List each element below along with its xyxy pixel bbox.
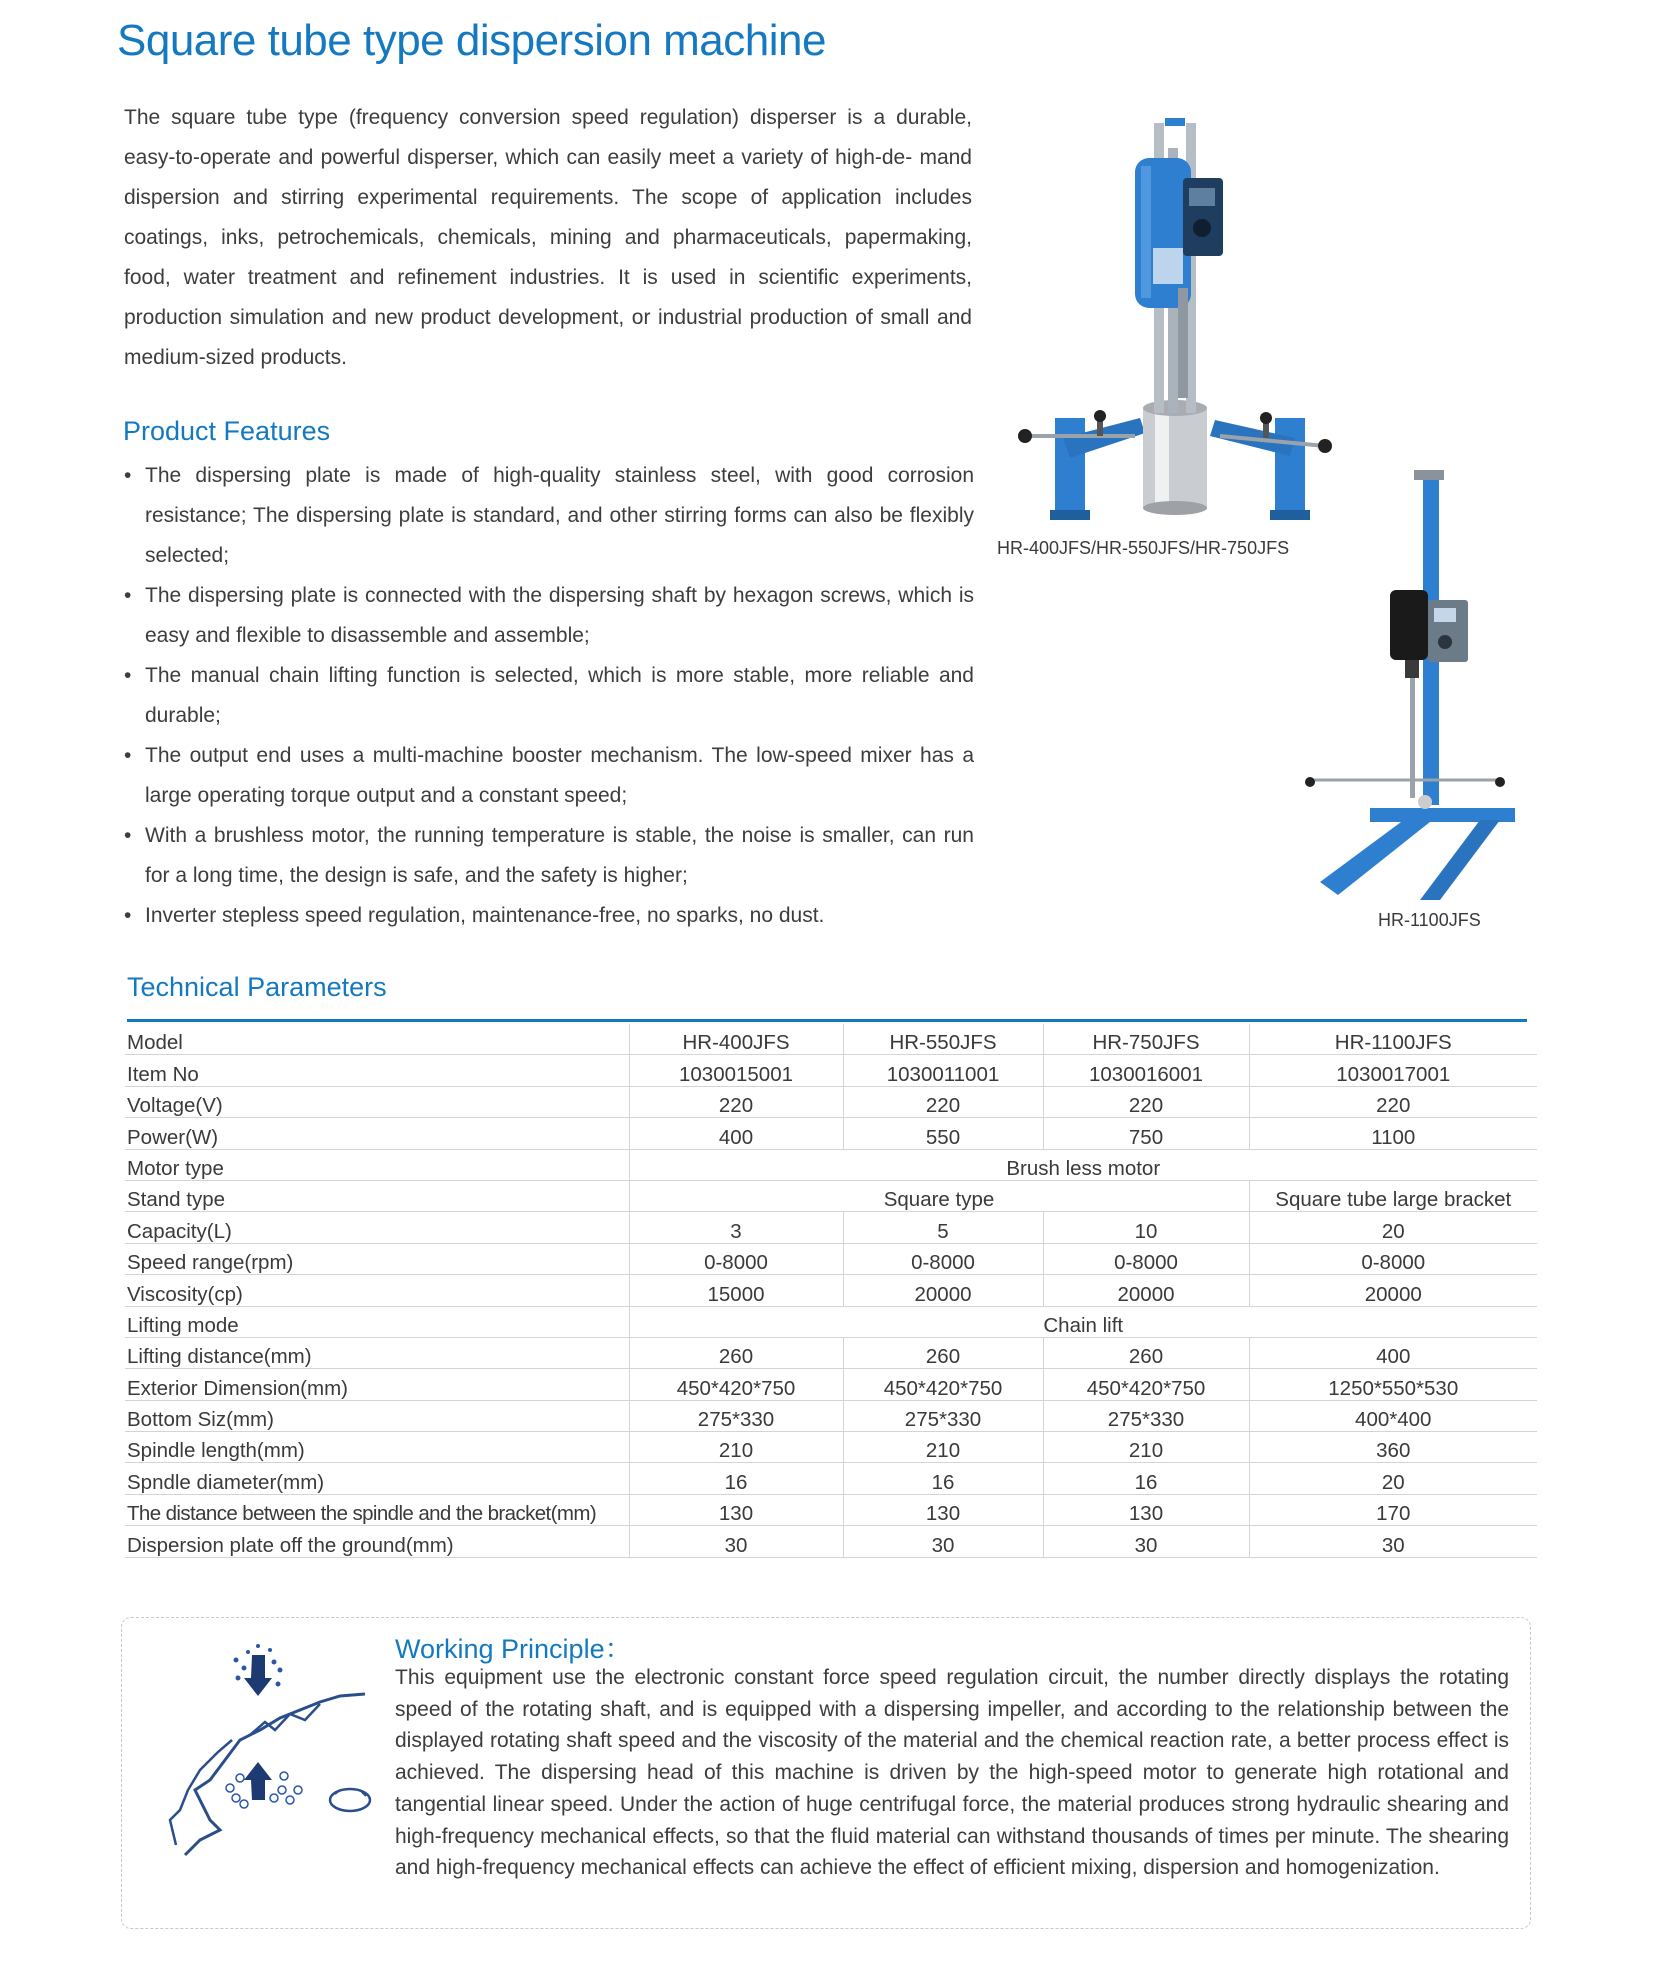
- impeller-diagram: [140, 1640, 380, 1870]
- image-caption-small-series: HR-400JFS/HR-550JFS/HR-750JFS: [997, 538, 1290, 558]
- technical-parameters-heading: Technical Parameters: [127, 972, 387, 1002]
- features-list: [124, 456, 974, 936]
- cell: Square tube large bracket: [1249, 1180, 1537, 1211]
- table-row: [125, 1243, 1537, 1274]
- cell: 400: [629, 1118, 843, 1149]
- cell: 450*420*750: [629, 1369, 843, 1400]
- cell: 750: [1043, 1118, 1249, 1149]
- table-row: [125, 1432, 1537, 1463]
- intro-paragraph: The square tube type (frequency conversion speed regulation) disperser is a durable, easy-to-operate and powerful disperser, which can easily meet a variety of high-de- mand dispersion and stirring experimental requirements. The scope of application includes coatings, inks, petrochemicals, chemicals, mining and pharmaceuticals, papermaking, food, water treatment and refinement industries. It is used in scientific experiments, production simulation and new product development, or industrial production of small and medium-sized products.: [124, 106, 972, 369]
- cell: 1030017001: [1249, 1055, 1537, 1086]
- features-heading: Product Features: [123, 416, 331, 446]
- machine-image-hr-1100jfs: [1290, 470, 1530, 900]
- page-title: Square tube type dispersion machine: [117, 16, 826, 65]
- table-row: [125, 1526, 1537, 1557]
- table-row: [125, 1118, 1537, 1149]
- cell: 260: [1043, 1337, 1249, 1368]
- cell: 275*330: [843, 1400, 1043, 1431]
- row-label-viscosity: Viscosity(cp): [125, 1275, 629, 1306]
- cell: HR-400JFS: [629, 1024, 843, 1055]
- feature-item: • The output end uses a multi-machine booster mechanism. The low-speed mixer has a large operating torque output and a constant speed;: [124, 736, 974, 816]
- table-row: [125, 1180, 1537, 1211]
- cell: 210: [629, 1432, 843, 1463]
- cell: 220: [843, 1086, 1043, 1117]
- cell: 0-8000: [843, 1243, 1043, 1274]
- table-row: [125, 1369, 1537, 1400]
- cell: 16: [629, 1463, 843, 1494]
- cell: 220: [1249, 1086, 1537, 1117]
- cell: Chain lift: [629, 1306, 1537, 1337]
- cell: 170: [1249, 1494, 1537, 1525]
- row-label-voltage: Voltage(V): [125, 1086, 629, 1117]
- feature-item: • The dispersing plate is connected with the dispersing shaft by hexagon screws, which is easy and flexible to disassemble and assemble;: [124, 576, 974, 656]
- cell: 1030015001: [629, 1055, 843, 1086]
- table-row: [125, 1337, 1537, 1368]
- cell: 0-8000: [1043, 1243, 1249, 1274]
- cell: 1030016001: [1043, 1055, 1249, 1086]
- cell: 30: [1043, 1526, 1249, 1557]
- row-label-capacity: Capacity(L): [125, 1212, 629, 1243]
- cell: 1100: [1249, 1118, 1537, 1149]
- feature-item: • The dispersing plate is made of high-quality stainless steel, with good corrosion resistance; The dispersing plate is standard, and other stirring forms can also be flexibly selected;: [124, 456, 974, 576]
- cell: 400*400: [1249, 1400, 1537, 1431]
- table-row: [125, 1306, 1537, 1337]
- cell: 3: [629, 1212, 843, 1243]
- cell: 20000: [843, 1275, 1043, 1306]
- cell: HR-750JFS: [1043, 1024, 1249, 1055]
- cell: 450*420*750: [1043, 1369, 1249, 1400]
- cell: 550: [843, 1118, 1043, 1149]
- cell: 15000: [629, 1275, 843, 1306]
- cell: 220: [1043, 1086, 1249, 1117]
- cell: 1030011001: [843, 1055, 1043, 1086]
- cell: 30: [1249, 1526, 1537, 1557]
- table-row: [125, 1086, 1537, 1117]
- cell: 20: [1249, 1212, 1537, 1243]
- row-label-exterior: Exterior Dimension(mm): [125, 1369, 629, 1400]
- cell: 275*330: [629, 1400, 843, 1431]
- row-label-lifting-mode: Lifting mode: [125, 1306, 629, 1337]
- cell: 1250*550*530: [1249, 1369, 1537, 1400]
- row-label-speed: Speed range(rpm): [125, 1243, 629, 1274]
- table-row: [125, 1275, 1537, 1306]
- cell: 130: [629, 1494, 843, 1525]
- row-label-model: Model: [125, 1024, 629, 1055]
- table-row: [125, 1463, 1537, 1494]
- image-caption-hr-1100jfs: HR-1100JFS: [1378, 910, 1481, 930]
- row-label-stand: Stand type: [125, 1180, 629, 1211]
- cell: 260: [843, 1337, 1043, 1368]
- cell: 30: [629, 1526, 843, 1557]
- row-label-power: Power(W): [125, 1118, 629, 1149]
- table-row: [125, 1055, 1537, 1086]
- row-label-bottom: Bottom Siz(mm): [125, 1400, 629, 1431]
- cell: 0-8000: [629, 1243, 843, 1274]
- row-label-lifting-distance: Lifting distance(mm): [125, 1337, 629, 1368]
- row-label-plate-ground: Dispersion plate off the ground(mm): [125, 1526, 629, 1557]
- row-label-item-no: Item No: [125, 1055, 629, 1086]
- cell: HR-550JFS: [843, 1024, 1043, 1055]
- cell: 30: [843, 1526, 1043, 1557]
- cell: 0-8000: [1249, 1243, 1537, 1274]
- cell: 16: [1043, 1463, 1249, 1494]
- feature-item: • Inverter stepless speed regulation, maintenance-free, no sparks, no dust.: [124, 896, 974, 936]
- cell: 10: [1043, 1212, 1249, 1243]
- cell: 210: [843, 1432, 1043, 1463]
- cell: 275*330: [1043, 1400, 1249, 1431]
- cell: 130: [1043, 1494, 1249, 1525]
- cell: Square type: [629, 1180, 1249, 1211]
- cell: 400: [1249, 1337, 1537, 1368]
- row-label-spindle-bracket: The distance between the spindle and the bracket(mm): [125, 1494, 629, 1525]
- row-label-spindle-length: Spindle length(mm): [125, 1432, 629, 1463]
- cell: 360: [1249, 1432, 1537, 1463]
- cell: 5: [843, 1212, 1043, 1243]
- cell: HR-1100JFS: [1249, 1024, 1537, 1055]
- cell: 20000: [1043, 1275, 1249, 1306]
- cell: 220: [629, 1086, 843, 1117]
- cell: 20: [1249, 1463, 1537, 1494]
- cell: 260: [629, 1337, 843, 1368]
- row-label-spindle-diameter: Spndle diameter(mm): [125, 1463, 629, 1494]
- row-label-motor: Motor type: [125, 1149, 629, 1180]
- cell: 210: [1043, 1432, 1249, 1463]
- table-row: [125, 1212, 1537, 1243]
- feature-item: • The manual chain lifting function is selected, which is more stable, more reliable and durable;: [124, 656, 974, 736]
- cell: 450*420*750: [843, 1369, 1043, 1400]
- table-row: [125, 1149, 1537, 1180]
- feature-item: • With a brushless motor, the running temperature is stable, the noise is smaller, can run for a long time, the design is safe, and the safety is higher;: [124, 816, 974, 896]
- machine-image-small-series: [1015, 118, 1345, 528]
- working-principle-heading: Working Principle：: [395, 1634, 632, 1664]
- cell: Brush less motor: [629, 1149, 1537, 1180]
- table-row: [125, 1494, 1537, 1525]
- heading-rule: [127, 1019, 1527, 1022]
- working-principle-text: This equipment use the electronic constant force speed regulation circuit, the number directly displays the rotating speed of the rotating shaft, and is equipped with a dispersing impeller, and according to the relationship between the displayed rotating shaft speed and the viscosity of the material and the chemical reaction rate, a better process effect is achieved. The dispersing head of this machine is driven by the high-speed motor to generate high rotational and tangential linear speed. Under the action of huge centrifugal force, the material produces strong hydraulic shearing and high-frequency mechanical effects, so that the fluid material can withstand thousands of times per minute. The shearing and high-frequency mechanical effects can achieve the effect of efficient mixing, dispersion and homogenization.: [395, 1666, 1509, 1880]
- cell: 130: [843, 1494, 1043, 1525]
- table-row: [125, 1024, 1537, 1055]
- cell: 20000: [1249, 1275, 1537, 1306]
- cell: 16: [843, 1463, 1043, 1494]
- table-row: [125, 1400, 1537, 1431]
- parameters-table: [125, 1024, 1537, 1558]
